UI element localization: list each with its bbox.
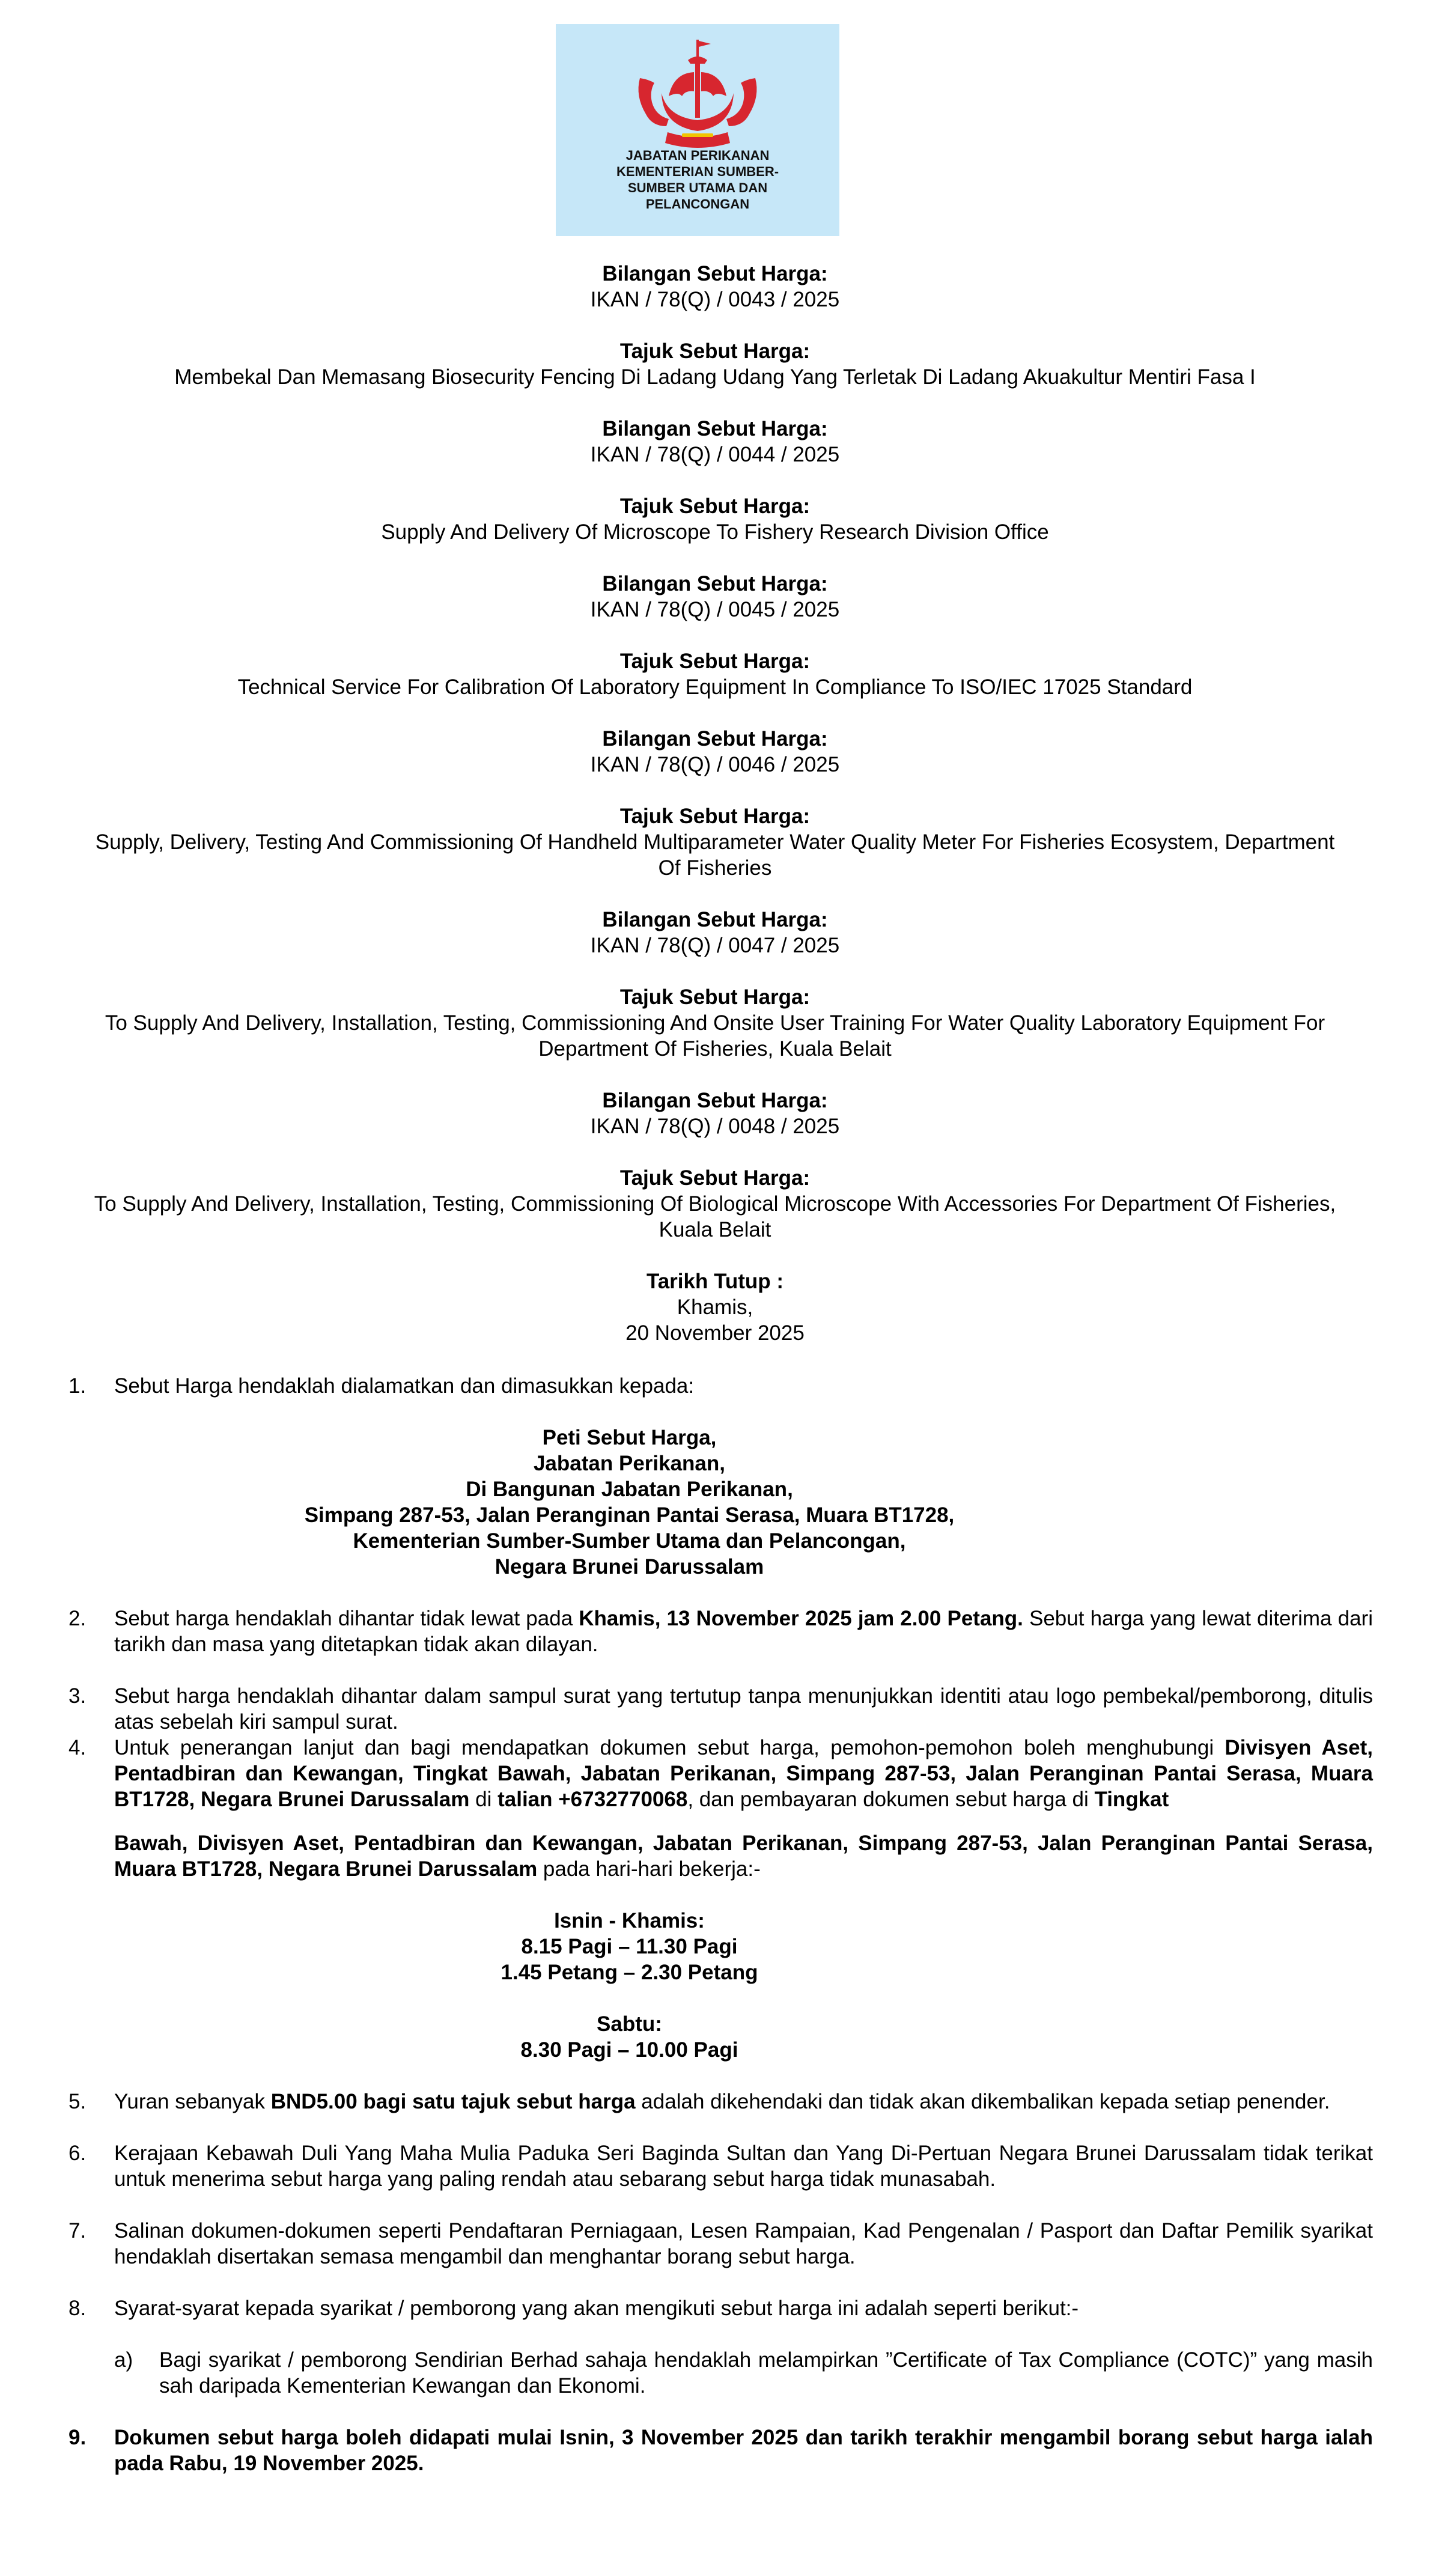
condition-4-continued: Bawah, Divisyen Aset, Pentadbiran dan Kewangan, Jabatan Perikanan, Simpang 287-53, Jalan Peranginan Pantai Serasa, Muara BT1728, Negara Brunei Darussalam pada hari-hari bekerja:- (114, 1832, 1373, 1881)
quote-title-block: Tajuk Sebut Harga: Supply And Delivery Of Microscope To Fishery Research Division Office (381, 495, 1049, 544)
condition-7: 7. Salinan dokumen-dokumen seperti Pendaftaran Perniagaan, Lesen Rampaian, Kad Pengenalan / Pasport dan Daftar Pemilik syarikat hendaklah disertakan semasa mengambil dan menghantar borang sebut harga. (68, 2219, 1373, 2268)
condition-8a: a) Bagi syarikat / pemborong Sendirian Berhad sahaja hendaklah melampirkan ”Certificate of Tax Compliance (COTC)” yang masih sah daripada Kementerian Kewangan dan Ekonomi. (114, 2348, 1373, 2398)
office-hours-weekdays: Isnin - Khamis: 8.15 Pagi – 11.30 Pagi 1.45 Petang – 2.30 Petang (500, 1909, 758, 1984)
brunei-crest-icon (631, 36, 764, 162)
condition-2: 2. Sebut harga hendaklah dihantar tidak lewat pada Khamis, 13 November 2025 jam 2.00 Petang. Sebut harga yang lewat diterima dari tarikh dan masa yang ditetapkan tidak akan dilayan. (68, 1607, 1373, 1656)
condition-8: 8. Syarat-syarat kepada syarikat / pemborong yang akan mengikuti sebut harga ini adalah seperti berikut:- (68, 2297, 1079, 2320)
quote-number-block: Bilangan Sebut Harga: IKAN / 78(Q) / 0048 / 2025 (590, 1089, 840, 1138)
quote-number-block: Bilangan Sebut Harga: IKAN / 78(Q) / 0046 / 2025 (590, 727, 840, 776)
condition-5: 5. Yuran sebanyak BND5.00 bagi satu tajuk sebut harga adalah dikehendaki dan tidak akan dikembalikan kepada setiap penender. (68, 2090, 1330, 2113)
conditions-list (0, 1373, 1430, 2476)
condition-4: 4. Untuk penerangan lanjut dan bagi mendapatkan dokumen sebut harga, pemohon-pemohon boleh menghubungi Divisyen Aset, Pentadbiran dan Kewangan, Tingkat Bawah, Jabatan Perikanan, Simpang 287-53, Jalan Peranginan Pantai Serasa, Muara BT1728, Negara Brunei Darussalam di talian +6732770068, dan pembayaran dokumen sebut harga di Tingkat (68, 1736, 1373, 1811)
quote-title-block: Tajuk Sebut Harga: Membekal Dan Memasang Biosecurity Fencing Di Ladang Udang Yang Terletak Di Ladang Akuakultur Mentiri Fasa I (174, 340, 1256, 389)
quote-title-block: Tajuk Sebut Harga: To Supply And Delivery, Installation, Testing, Commissioning Of Biological Microscope With Accessories For Department Of Fisheries, Kuala Belait (94, 1166, 1336, 1241)
condition-3: 3. Sebut harga hendaklah dihantar dalam sampul surat yang tertutup tanpa menunjukkan identiti atau logo pembekal/pemborong, ditulis atas sebelah kiri sampul surat. (68, 1684, 1373, 1734)
logo-text: JABATAN PERIKANAN KEMENTERIAN SUMBER- SUMBER UTAMA DAN PELANCONGAN (616, 148, 779, 212)
quote-number-block: Bilangan Sebut Harga: IKAN / 78(Q) / 0044 / 2025 (590, 417, 840, 466)
quote-number-block: Bilangan Sebut Harga: IKAN / 78(Q) / 0043 / 2025 (590, 262, 840, 311)
department-logo (556, 24, 839, 236)
office-hours-saturday: Sabtu: 8.30 Pagi – 10.00 Pagi (520, 2012, 738, 2062)
quote-number-block: Bilangan Sebut Harga: IKAN / 78(Q) / 0047 / 2025 (590, 908, 840, 957)
condition-6: 6. Kerajaan Kebawah Duli Yang Maha Mulia Paduka Seri Baginda Sultan dan Yang Di-Pertuan Negara Brunei Darussalam tidak terikat untuk menerima sebut harga yang paling rendah atau sebarang sebut harga tidak munasabah. (68, 2142, 1373, 2191)
closing-date-block: Tarikh Tutup : Khamis, 20 November 2025 (625, 1270, 805, 1345)
quotation-header (24, 261, 1406, 1372)
quote-number-block: Bilangan Sebut Harga: IKAN / 78(Q) / 0045 / 2025 (590, 572, 840, 621)
quote-title-block: Tajuk Sebut Harga: Technical Service For Calibration Of Laboratory Equipment In Compliance To ISO/IEC 17025 Standard (237, 650, 1193, 699)
quote-title-block: Tajuk Sebut Harga: Supply, Delivery, Testing And Commissioning Of Handheld Multiparameter Water Quality Meter For Fisheries Ecosystem, Department Of Fisheries (95, 805, 1335, 880)
condition-1: 1. Sebut Harga hendaklah dialamatkan dan dimasukkan kepada: (68, 1374, 695, 1398)
submission-address: Peti Sebut Harga, Jabatan Perikanan, Di Bangunan Jabatan Perikanan, Simpang 287-53, Jalan Peranginan Pantai Serasa, Muara BT1728, Kementerian Sumber-Sumber Utama dan Pelancongan, Negara Brunei Darussalam (304, 1426, 955, 1579)
condition-9: 9. Dokumen sebut harga boleh didapati mulai Isnin, 3 November 2025 dan tarikh terakhir mengambil borang sebut harga ialah pada Rabu, 19 November 2025. (68, 2426, 1373, 2475)
quote-title-block: Tajuk Sebut Harga: To Supply And Delivery, Installation, Testing, Commissioning And Onsite User Training For Water Quality Laboratory Equipment For Department Of Fisheries, Kuala Belait (105, 985, 1325, 1061)
